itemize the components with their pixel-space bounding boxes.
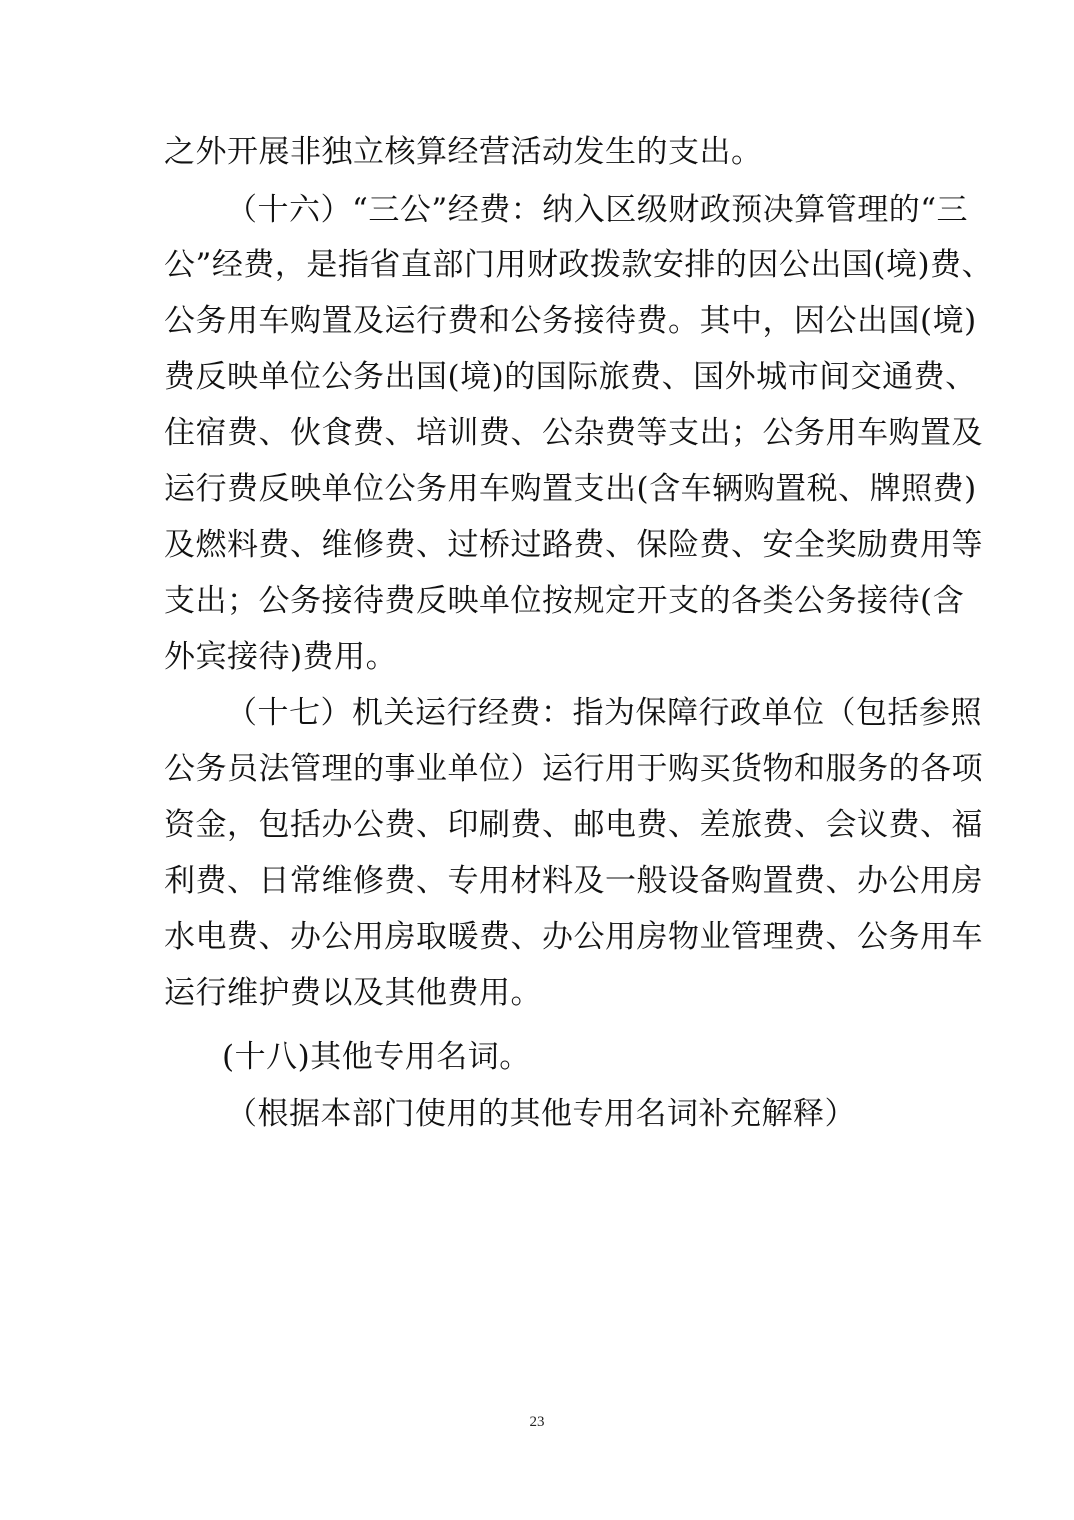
text-line: 外宾接待)费用。 [164, 639, 398, 675]
supplementary-note: （根据本部门使用的其他专用名词补充解释） [226, 1096, 856, 1132]
text-line: 费反映单位公务出国(境)的国际旅费、国外城市间交通费、 [164, 359, 977, 395]
text-line: 运行费反映单位公务用车购置支出(含车辆购置税、牌照费) [164, 471, 977, 507]
text-line: 住宿费、伙食费、培训费、公杂费等支出；公务用车购置及 [164, 415, 983, 451]
section-16-heading-line: （十六）“三公”经费：纳入区级财政预决算管理的“三 [226, 192, 969, 228]
section-17-heading-line: （十七）机关运行经费：指为保障行政单位（包括参照 [226, 695, 982, 731]
text-line: 利费、日常维修费、专用材料及一般设备购置费、办公用房 [164, 863, 983, 899]
text-line: 公”经费，是指省直部门用财政拨款安排的因公出国(境)费、 [164, 247, 994, 283]
text-line: 公务用车购置及运行费和公务接待费。其中，因公出国(境) [164, 303, 977, 339]
text-line: 及燃料费、维修费、过桥过路费、保险费、安全奖励费用等 [164, 527, 983, 563]
text-line: 运行维护费以及其他费用。 [164, 975, 542, 1011]
text-line: 水电费、办公用房取暖费、办公用房物业管理费、公务用车 [164, 919, 983, 955]
text-line: 支出；公务接待费反映单位按规定开支的各类公务接待(含 [164, 583, 965, 619]
text-line: 之外开展非独立核算经营活动发生的支出。 [164, 134, 763, 170]
text-line: 资金，包括办公费、印刷费、邮电费、差旅费、会议费、福 [164, 807, 983, 843]
section-18-heading: (十八)其他专用名词。 [222, 1039, 531, 1075]
text-line: 公务员法管理的事业单位）运行用于购买货物和服务的各项 [164, 751, 983, 787]
page-number: 23 [529, 1414, 545, 1430]
